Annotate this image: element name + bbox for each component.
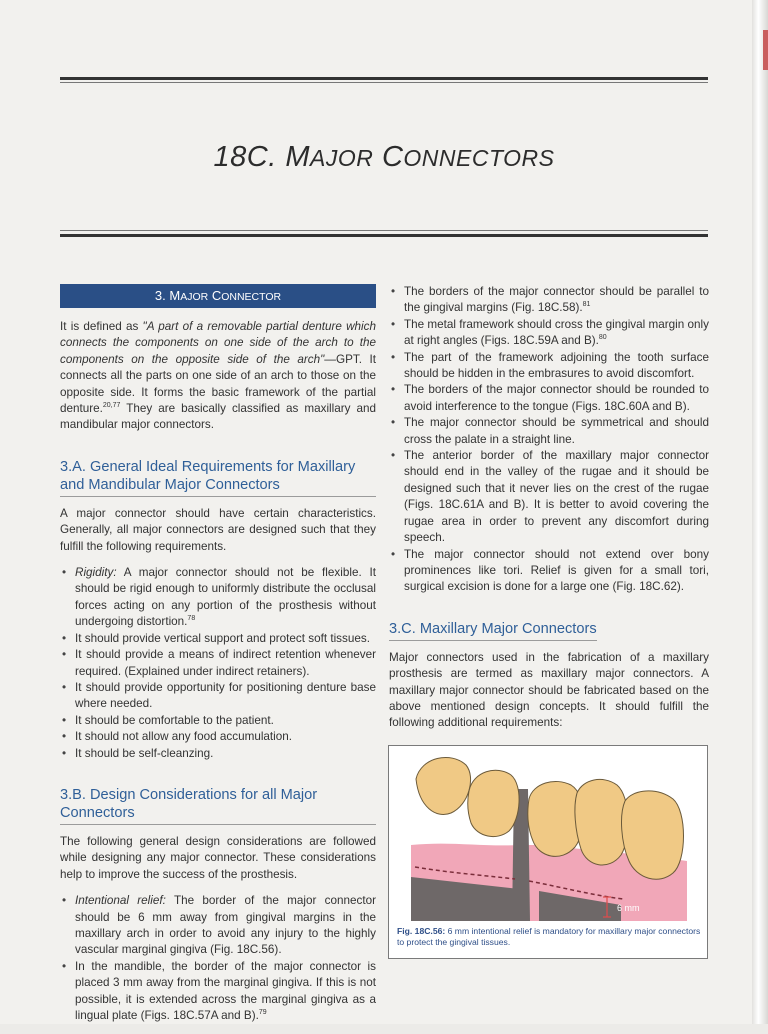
section-3-rest-2: ONNECTOR [221,291,282,303]
list-item [389,415,709,448]
relief-label: Intentional relief: [75,894,166,908]
section-3c-heading: 3.C. Maxillary Major Connectors [389,620,597,641]
measure-label: 6 mm [617,903,640,913]
rule-ref: 81 [582,301,591,309]
chapter-title [0,141,768,174]
design-considerations-list [60,893,376,1024]
section-3a-heading: 3.A. General Ideal Requirements for Maxillary and Mandibular Major Connectors [60,458,376,497]
section-3-number: 3. [154,288,166,303]
rigidity-label: Rigidity: [75,566,117,580]
spine-tab [763,30,768,70]
mandible-ref: 79 [258,1009,267,1017]
definition-ref: 20,77 [102,402,121,410]
rule-text: The metal framework should cross the gingival margin only at right angles (Figs. 18C.59A and B). [404,317,709,348]
section-3c-text: Major connectors used in the fabrication of a maxillary prosthesis are termed as maxillary major connectors. A maxillary major connector should be fabricated based on the above mentioned design concepts. It should fulfill the following additional requirements: [389,650,709,730]
list-item [60,893,376,959]
section-3b-heading: 3.B. Design Considerations for all Major Connectors [60,786,376,825]
list-item: • It should provide a means of indirect retention whenever required. (Explained under indirect retainers). [60,647,376,680]
list-item: • It should be self-cleanzing. [60,746,376,762]
definition-tail: They are basically classified as maxillary and mandibular major connectors. [60,402,376,432]
section-3b-intro: The following general design considerations are followed while designing any major connector. These considerations help to improve the success of the prosthesis. [60,834,376,881]
definition-quote: "A part of a removable partial denture which connects the components on one side of the arch to the components on the opposite side of the arch" [60,320,376,366]
list-item: • It should not allow any food accumulation. [60,729,376,745]
chapter-title-rest-1: AJOR [310,145,374,171]
tooth-4 [575,779,628,865]
list-item: • It should provide vertical support and protect soft tissues. [60,631,376,647]
chapter-title-rest-2: ONNECTORS [403,145,555,171]
section-3-definition [60,319,376,434]
figure-caption [397,926,701,948]
list-item [389,350,709,383]
section-3-cap-1: M [169,288,181,303]
header-rule-top [60,77,708,80]
rule-text: The part of the framework adjoining the tooth surface should be hidden in the embrasures to avoid discomfort. [404,350,709,381]
section-3-banner [60,284,376,308]
section-3a-intro: A major connector should have certain characteristics. Generally, all major connectors are designed such that they fulfill the following requirements. [60,506,376,553]
tooth-2 [468,770,519,836]
list-item [389,547,709,596]
rigidity-ref: 78 [187,615,196,623]
right-column [389,284,709,742]
design-rules-list [389,284,709,596]
figure-18c-56 [388,745,708,959]
requirements-list [60,565,376,762]
figure-label: Fig. 18C.56: [397,926,446,936]
rule-text: The major connector should not extend over bony prominences like tori. Relief is given for a small tori, surgical excision is done for a large one (Fig. 18C.62). [404,547,709,594]
list-item [389,317,709,350]
teeth-illustration [411,749,687,921]
definition-body: —GPT. It connects all the parts on one side of an arch to those on the opposite side. It forms the basic framework of the partial denture. [60,352,377,416]
chapter-title-cap-m: M [285,141,311,173]
definition-lead: It is defined as [60,320,143,333]
rule-text: The major connector should be symmetrical and should cross the palate in a straight line. [404,416,709,446]
left-column [60,284,376,1034]
list-item [389,448,709,546]
header-rule-top-thin [60,82,708,83]
rigidity-text: A major connector should not be flexible. It should be rigid enough to uniformly distribute the occlusal forces acting on any portion of the prosthesis without undergoing distortion. [75,566,376,629]
figure-caption-text: 6 mm intentional relief is mandatory for maxillary major connectors to protect the gingival tissues. [397,926,701,947]
relief-text: The border of the major connector should be 6 mm away from gingival margins in the maxillary arch in order to avoid any injury to the highly vascular marginal gingiva (Fig. 18C.56). [75,894,376,957]
section-3-cap-2: C [211,288,222,303]
rule-text: The borders of the major connector should be parallel to the gingival margins (Fig. 18C.58). [404,285,709,315]
list-item [389,284,709,317]
list-item [389,382,709,415]
rule-ref: 80 [598,334,607,342]
mandible-text: In the mandible, the border of the major connector is placed 3 mm away from the marginal gingiva. If this is not possible, it is extended across the marginal gingiva as a lingual plate (Figs. 18C.57A and B). [75,959,376,1022]
header-rule-bottom-thin [60,230,708,231]
list-item: • It should be comfortable to the patient. [60,713,376,729]
chapter-number: 18C. [213,141,277,173]
list-item [60,565,376,631]
section-3-rest-1: AJOR [180,291,209,303]
rule-text: The borders of the major connector should be rounded to avoid interference to the tongue (Figs. 18C.60A and B). [404,383,709,413]
list-item [60,959,376,1025]
list-item: • It should provide opportunity for positioning denture base where needed. [60,680,376,713]
chapter-title-cap-c: C [381,141,404,173]
header-rule-bottom [60,234,708,237]
rule-text: The anterior border of the maxillary major connector should end in the valley of the rugae and it should be designed such that it never lies on the crest of the rugae (Figs. 18C.61A and B). It is better to avoid covering the rugae area in order to prevent any discomfort during speech. [404,449,709,545]
